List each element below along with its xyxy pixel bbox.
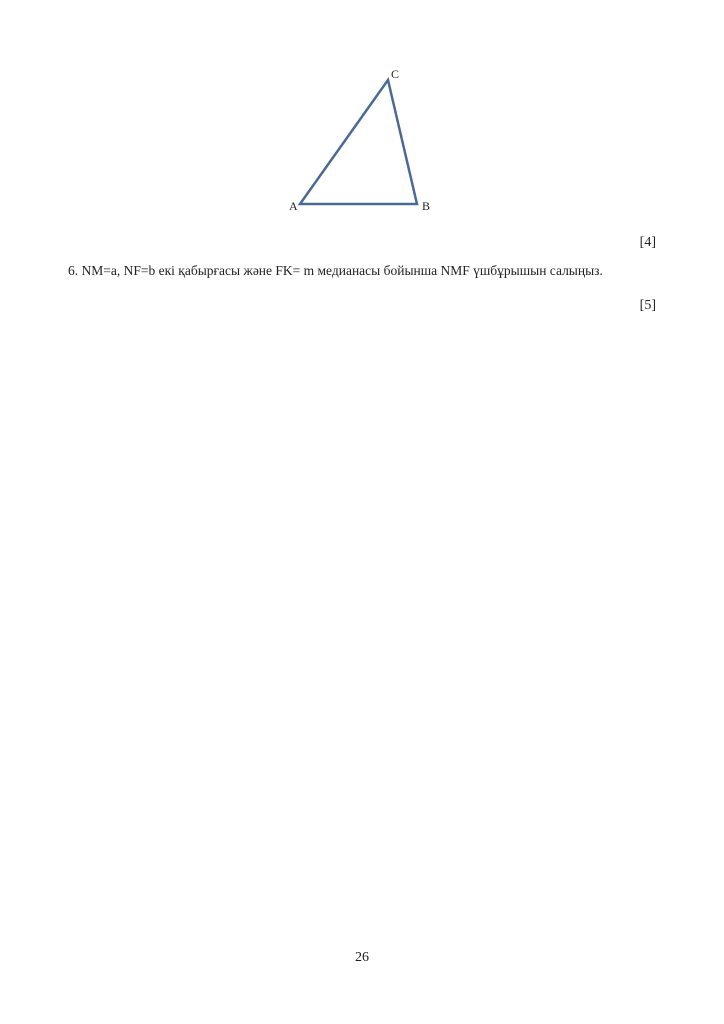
task-6-text: 6. NM=a, NF=b екі қабырғасы және FK= m медианасы бойынша NMF үшбұрышын салыңыз. (68, 263, 603, 278)
vertex-label-c: C (391, 67, 400, 81)
page-number: 26 (355, 950, 369, 965)
triangle-abc (300, 80, 417, 204)
score-mark-4: [4] (639, 235, 656, 250)
triangle-svg (280, 62, 450, 222)
score-mark-5: [5] (639, 298, 656, 313)
vertex-label-a: A (289, 199, 298, 213)
triangle-figure (280, 62, 450, 222)
vertex-label-b: B (422, 199, 431, 213)
